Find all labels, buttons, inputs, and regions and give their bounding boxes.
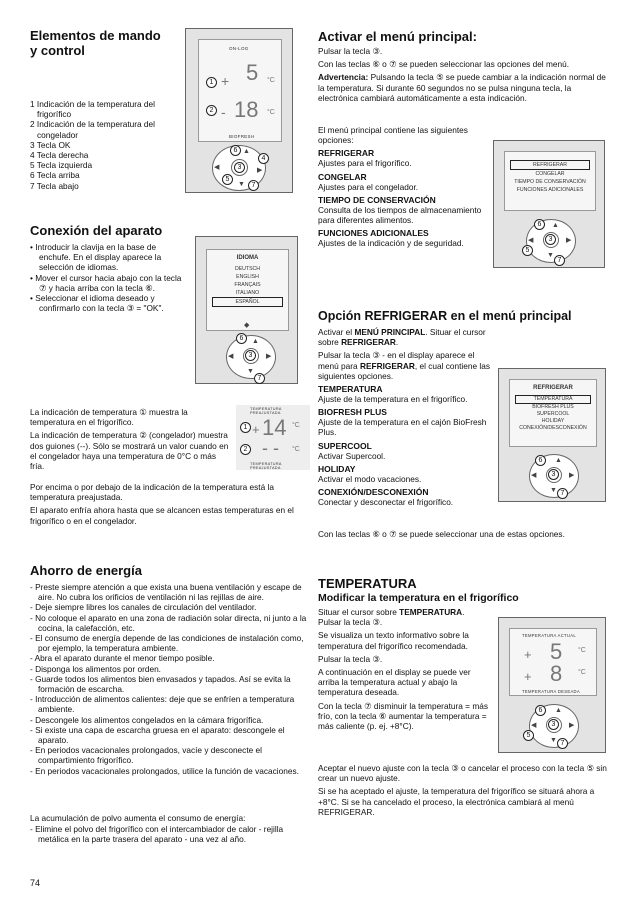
main-menu-p3 xyxy=(318,72,608,103)
refrigerar-option-desc: Ajuste de la temperatura en el cajón BioFresh Plus. xyxy=(318,417,487,438)
energy-item: - Introducción de alimentos calientes: deje que se enfríen a temperatura ambiente. xyxy=(30,694,310,714)
preset-temp-figure xyxy=(236,405,310,470)
temp-indication-p2: La indicación de temperatura ② (congelador) muestra dos guiones (--). Sólo se mostrará un valor cuando en el congelador haya una temperatura de 0°C o más fría. xyxy=(30,430,229,472)
main-menu-p1: Pulsar la tecla ③. xyxy=(318,46,383,56)
energy-item: - Deje siempre libres los canales de circulación del ventilador. xyxy=(30,602,310,612)
temperatura-p3: Pulsar la tecla ③. xyxy=(318,653,383,664)
arrow-right-icon: ▶ xyxy=(266,353,272,360)
desired-sign: + xyxy=(524,669,532,684)
option-desc: Consulta de los tiempos de almacenamiento para diferentes alimentos. xyxy=(318,204,482,226)
arrow-up-icon: ▲ xyxy=(555,457,562,464)
callout-7: 7 xyxy=(557,488,568,499)
callout-3: 3 xyxy=(548,469,559,480)
temperatura-p5: Con la tecla ⑦ disminuir la temperatura = más frío, con la tecla ⑥ aumentar la temperatura = más caliente (p. ej. +8°C). xyxy=(318,700,488,732)
arrow-right-icon: ▶ xyxy=(257,167,263,174)
refrigerar-option-desc: Ajuste de la temperatura en el frigorífico. xyxy=(318,394,468,405)
actual-sign: + xyxy=(524,647,532,662)
refrigerar-option-name: SUPERCOOL xyxy=(318,440,372,451)
main-menu-item[interactable]: FUNCIONES ADICIONALES xyxy=(516,187,584,193)
connection-step: • Seleccionar el idioma deseado y confirmarlo con la tecla ③ = "OK". xyxy=(30,293,188,313)
energy-item: - En periodos vacacionales prolongados, utilice la función de vacaciones. xyxy=(30,766,310,776)
main-menu-warning-text: Pulsando la tecla ⑤ se puede cambiar a la indicación normal de la temperatura. Si durante 60 segundos no se pulsa ninguna tecla, la electrónica cambiará automáticamente a esta indicación. xyxy=(318,72,606,103)
controls-item: 2 Indicación de la temperatura del congelador xyxy=(30,119,155,140)
connection-step: • Introducir la clavija en la base de enchufe. En el display aparece la selección de idiomas. xyxy=(30,242,188,273)
main-menu-p4: El menú principal contiene las siguientes opciones: xyxy=(318,125,468,146)
arrow-down-icon: ▼ xyxy=(550,737,557,744)
main-menu-item[interactable]: CONGELAR xyxy=(535,171,565,177)
arrow-left-icon: ◀ xyxy=(531,472,537,479)
display-bottom-label: BIOFRESH xyxy=(229,134,255,139)
refrigerar-screen-title: REFRIGERAR xyxy=(533,385,573,391)
temperatura-p1-bold: TEMPERATURA xyxy=(399,607,463,617)
refrigerar-item[interactable]: CONEXIÓN/DESCONEXIÓN xyxy=(519,425,587,431)
desired-temp-label: TEMPERATURA DESEADA xyxy=(522,689,580,694)
main-menu-warning-label: Advertencia: xyxy=(318,72,369,83)
arrow-down-icon: ▼ xyxy=(247,368,254,375)
refrigerar-p1-pre: Activar el xyxy=(318,327,355,337)
energy-item: - En periodos vacacionales prolongados, vacíe y desconecte el compartimiento frigorífico. xyxy=(30,745,310,765)
temperatura-screen xyxy=(509,628,597,696)
callout-5: 5 xyxy=(222,174,233,185)
callout-3: 3 xyxy=(545,234,556,245)
energy-item: - No coloque el aparato en una zona de radiación solar directa, ni junto a la cocina, la calefacción, etc. xyxy=(30,613,310,633)
desired-temperature: 8 xyxy=(550,661,563,686)
option-desc: Ajustes de la indicación y de seguridad. xyxy=(318,238,464,249)
energy-dust-intro: La acumulación de polvo aumenta el consumo de energía: xyxy=(30,813,246,823)
refrigerar-p-end: Con las teclas ⑥ o ⑦ se puede seleccionar una de estas opciones. xyxy=(318,529,565,539)
refrigerar-screen xyxy=(509,379,597,447)
display-top-label: ON-LOG xyxy=(229,46,249,51)
callout-6: 6 xyxy=(236,333,247,344)
preset-unit-2: °C xyxy=(292,446,300,453)
refrigerar-item[interactable]: HOLIDAY xyxy=(541,418,565,424)
callout-3: 3 xyxy=(548,719,559,730)
temperatura-p1 xyxy=(318,607,490,627)
option-name: FUNCIONES ADICIONALES xyxy=(318,228,429,239)
energy-dust-item: - Elimine el polvo del frigorífico con el intercambiador de calor - rejilla metálica en la parte trasera del aparato - una vez al año. xyxy=(30,824,310,844)
option-name: CONGELAR xyxy=(318,171,367,182)
refrigerar-p1-end: . xyxy=(395,337,399,348)
option-desc: Ajustes para el frigorífico. xyxy=(318,158,412,169)
callout-7: 7 xyxy=(557,738,568,749)
temperatura-p4: A continuación en el display se puede ver arriba la temperatura actual y abajo la temperatura deseada. xyxy=(318,667,471,698)
temperatura-figure xyxy=(498,617,606,753)
language-option-selected[interactable]: ESPAÑOL xyxy=(212,297,283,307)
refrigerar-figure xyxy=(498,368,606,502)
temperatura-title: TEMPERATURA xyxy=(318,576,417,591)
refrigerar-p2-end: , el cual contiene las siguientes opciones. xyxy=(318,360,491,381)
temperatura-text xyxy=(318,607,490,734)
arrow-up-icon: ▲ xyxy=(243,148,250,155)
refrigerar-item[interactable]: SUPERCOOL xyxy=(536,411,570,417)
temp-indication-p1: La indicación de temperatura ① muestra la temperatura en el frigorífico. xyxy=(30,407,188,428)
energy-title: Ahorro de energía xyxy=(30,563,142,578)
freezer-sign: - xyxy=(221,104,226,120)
controls-list xyxy=(30,99,180,191)
refrigerar-p2 xyxy=(318,350,493,381)
refrigerar-option-desc: Activar Supercool. xyxy=(318,450,386,461)
callout-2: 2 xyxy=(206,105,217,116)
arrow-down-icon: ▼ xyxy=(238,181,245,188)
main-menu-item-selected[interactable]: REFRIGERAR xyxy=(510,160,590,170)
controls-item: 5 Tecla izquierda xyxy=(30,160,93,171)
arrow-up-icon: ▲ xyxy=(552,222,559,229)
arrow-right-icon: ▶ xyxy=(569,472,575,479)
controls-title-1: Elementos de mando xyxy=(30,28,161,43)
preset-unit: °C xyxy=(292,422,300,429)
callout-7: 7 xyxy=(248,180,259,191)
temperatura-p2: Se visualiza un texto informativo sobre la temperatura del frigorífico recomendada. xyxy=(318,630,469,651)
main-menu-title: Activar el menú principal: xyxy=(318,29,477,44)
option-name: REFRIGERAR xyxy=(318,148,375,159)
preset-top-label: TEMPERATURA PREAJUSTADA xyxy=(250,407,282,415)
controls-section xyxy=(30,28,180,58)
temperatura-subtitle: Modificar la temperatura en el frigorífico xyxy=(318,592,519,604)
temp-indication-text xyxy=(30,407,230,474)
refrigerar-p1-mid: . Situar el cursor sobre xyxy=(318,327,486,348)
refrigerar-item[interactable]: BIOFRESH PLUS xyxy=(532,404,574,410)
language-option[interactable]: ENGLISH xyxy=(236,274,259,280)
arrow-down-icon: ▼ xyxy=(550,487,557,494)
refrigerar-intro xyxy=(318,327,493,510)
arrow-left-icon: ◀ xyxy=(528,237,534,244)
control-panel-figure xyxy=(185,28,293,193)
refrigerar-option-name: HOLIDAY xyxy=(318,463,356,474)
fridge-temperature: 5 xyxy=(246,60,259,85)
refrigerar-p1 xyxy=(318,327,493,347)
page-number: 74 xyxy=(30,878,41,888)
connection-step: • Mover el cursor hacia abajo con la tecla ⑦ y hacia arriba con la tecla ⑥. xyxy=(30,273,188,293)
refrigerar-option-name: CONEXIÓN/DESCONEXIÓN xyxy=(318,487,429,498)
arrow-left-icon: ◀ xyxy=(228,353,234,360)
temperatura-p7: Si se ha aceptado el ajuste, la temperatura del frigorífico se situará ahora a +8°C. Si se ha cancelado el proceso, la electrónica cambiará al menú REFRIGERAR. xyxy=(318,786,595,817)
refrigerar-option-name: TEMPERATURA xyxy=(318,384,383,395)
language-panel-figure xyxy=(195,236,298,384)
callout-3: 3 xyxy=(245,350,256,361)
actual-temp-label: TEMPERATURA ACTUAL xyxy=(522,633,576,638)
main-menu-screen xyxy=(504,151,596,211)
language-screen xyxy=(206,249,289,331)
energy-item: - Disponga los alimentos por orden. xyxy=(30,664,310,674)
temp-indication-p4: El aparato enfría ahora hasta que se alcancen estas temperaturas en el frigorífico o en el congelador. xyxy=(30,505,294,526)
arrow-right-icon: ▶ xyxy=(569,722,575,729)
callout-6: 6 xyxy=(534,219,545,230)
refrigerar-title: Opción REFRIGERAR en el menú principal xyxy=(318,309,572,323)
language-option[interactable]: DEUTSCH xyxy=(234,266,261,272)
option-desc: Ajustes para el congelador. xyxy=(318,181,419,192)
callout-3: 3 xyxy=(234,162,245,173)
preset-fridge-sign: + xyxy=(252,422,260,437)
refrigerar-p2-bold: REFRIGERAR xyxy=(359,360,415,371)
callout-6: 6 xyxy=(535,455,546,466)
main-menu-intro xyxy=(318,46,608,106)
freezer-unit: °C xyxy=(267,109,275,116)
arrow-left-icon: ◀ xyxy=(214,164,220,171)
scroll-arrow-icon: ◆ xyxy=(244,322,250,329)
temperatura-p1-end: . Pulsar la tecla ③. xyxy=(318,607,465,628)
temp-indication-p3: Por encima o por debajo de la indicación de la temperatura está la temperatura preajustada. xyxy=(30,482,274,503)
refrigerar-p2-pre: Pulsar la tecla ③ - en el display aparece el menú para xyxy=(318,350,475,371)
callout-5: 5 xyxy=(522,245,533,256)
connection-title: Conexión del aparato xyxy=(30,223,163,238)
arrow-up-icon: ▲ xyxy=(555,707,562,714)
refrigerar-p1-bold2: REFRIGERAR xyxy=(341,337,396,348)
desired-unit: °C xyxy=(578,669,586,676)
energy-dust-list xyxy=(30,824,310,844)
energy-item: - Preste siempre atención a que exista una buena ventilación y escape de aire. No cubra los orificios de ventilación ni las rejillas de aire. xyxy=(30,582,310,602)
energy-item: - Si existe una capa de escarcha gruesa en el aparato: descongele el aparato. xyxy=(30,725,310,745)
callout-1: 1 xyxy=(206,77,217,88)
temperature-display xyxy=(198,39,282,142)
controls-item: 3 Tecla OK xyxy=(30,139,71,150)
preset-fridge-temperature: 14 xyxy=(262,415,287,440)
language-option[interactable]: ITALIANO xyxy=(235,290,260,296)
actual-unit: °C xyxy=(578,647,586,654)
main-menu-item[interactable]: TIEMPO DE CONSERVACIÓN xyxy=(514,179,586,185)
callout-7: 7 xyxy=(554,255,565,266)
preset-freezer-temperature: - - xyxy=(262,438,279,458)
arrow-right-icon: ▶ xyxy=(566,237,572,244)
callout-1: 1 xyxy=(240,422,251,433)
language-screen-title: IDIOMA xyxy=(236,255,259,261)
preset-bottom-label: TEMPERATURA PREAJUSTADA xyxy=(250,462,282,470)
energy-item: - El consumo de energía depende de las condiciones de instalación como, por ejemplo, la temperatura ambiente. xyxy=(30,633,310,653)
fridge-sign: + xyxy=(221,73,230,89)
controls-item: 1 Indicación de la temperatura del frigorífico xyxy=(30,99,155,120)
arrow-down-icon: ▼ xyxy=(547,252,554,259)
main-menu-p2: Con las teclas ⑥ o ⑦ se pueden seleccionar las opciones del menú. xyxy=(318,59,570,70)
callout-2: 2 xyxy=(240,444,251,455)
temperatura-text-2 xyxy=(318,763,613,820)
energy-item: - Abra el aparato durante el menor tiempo posible. xyxy=(30,653,310,663)
callout-6: 6 xyxy=(535,705,546,716)
controls-item: 4 Tecla derecha xyxy=(30,150,89,161)
main-menu-figure xyxy=(493,140,605,268)
option-name: TIEMPO DE CONSERVACIÓN xyxy=(318,194,436,205)
refrigerar-p1-bold: MENÚ PRINCIPAL xyxy=(354,327,426,337)
callout-6: 6 xyxy=(230,145,241,156)
actual-temperature: 5 xyxy=(550,639,563,664)
controls-item: 7 Tecla abajo xyxy=(30,180,79,191)
fridge-unit: °C xyxy=(267,77,275,84)
controls-item: 6 Tecla arriba xyxy=(30,170,80,181)
temperatura-p1-pre: Situar el cursor sobre xyxy=(318,607,400,617)
connection-list xyxy=(30,242,188,313)
temp-indication-text-2 xyxy=(30,482,308,529)
refrigerar-option-name: BIOFRESH PLUS xyxy=(318,407,387,418)
energy-item: - Guarde todos los alimentos bien envasados y tapados. Así se evita la formación de escarcha. xyxy=(30,674,310,694)
language-option[interactable]: FRANÇAIS xyxy=(234,282,261,288)
controls-title-2: y control xyxy=(30,43,85,58)
arrow-up-icon: ▲ xyxy=(252,338,259,345)
callout-4: 4 xyxy=(258,153,269,164)
energy-list xyxy=(30,582,310,776)
callout-7: 7 xyxy=(254,373,265,384)
callout-5: 5 xyxy=(523,730,534,741)
refrigerar-option-desc: Activar el modo vacaciones. xyxy=(318,473,422,484)
freezer-temperature: 18 xyxy=(234,97,259,122)
temperatura-p6: Aceptar el nuevo ajuste con la tecla ③ o cancelar el proceso con la tecla ⑤ sin crear un nuevo ajuste. xyxy=(318,763,607,784)
arrow-left-icon: ◀ xyxy=(531,722,537,729)
energy-item: - Descongele los alimentos congelados en la cámara frigorífica. xyxy=(30,715,310,725)
main-menu-options xyxy=(318,125,488,251)
refrigerar-option-desc: Conectar y desconectar el frigorífico. xyxy=(318,497,454,508)
refrigerar-item-selected[interactable]: TEMPERATURA xyxy=(515,395,591,404)
